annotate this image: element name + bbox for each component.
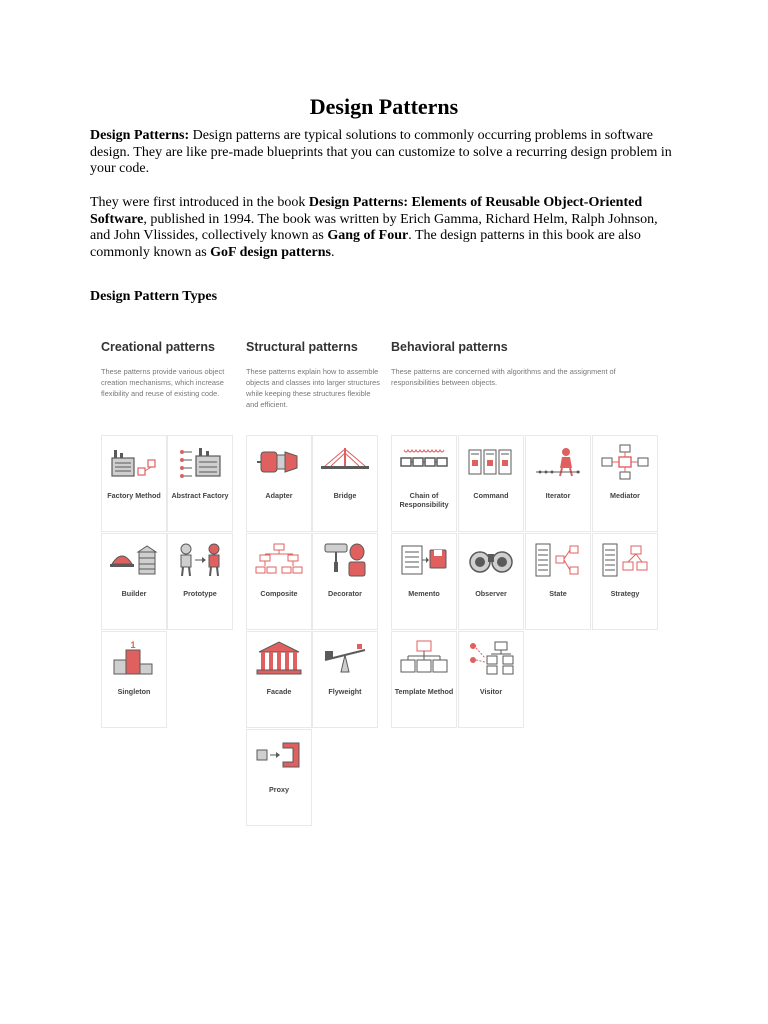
abstract-factory-icon (176, 444, 224, 480)
structural-desc: These patterns explain how to assemble objects and classes into larger structures while keeping these structures flexible and efficient. (246, 367, 380, 409)
creational-title: Creational patterns (101, 340, 215, 354)
mediator-icon (601, 444, 649, 480)
pattern-label: Observer (475, 589, 507, 598)
pattern-label: Command (473, 491, 509, 500)
chain-icon (400, 444, 448, 480)
pattern-card-decorator (312, 533, 378, 630)
podium-icon (110, 640, 158, 676)
p2-text-d: . (330, 244, 335, 260)
pattern-label: State (549, 589, 567, 598)
pattern-card-strategy (592, 533, 658, 630)
pattern-card-abstract-factory (167, 435, 233, 532)
pattern-card-observer (458, 533, 524, 630)
pattern-label: Builder (121, 589, 147, 598)
state-icon (534, 542, 582, 578)
adapter-icon (255, 444, 303, 480)
pattern-label: Prototype (183, 589, 217, 598)
pattern-label: Template Method (394, 687, 454, 696)
bridge-icon (321, 444, 369, 480)
pattern-card-memento (391, 533, 457, 630)
template-icon (400, 640, 448, 676)
pattern-card-iterator (525, 435, 591, 532)
pattern-label: Visitor (479, 687, 503, 696)
pattern-card-adapter (246, 435, 312, 532)
pattern-label: Mediator (610, 491, 640, 500)
pattern-card-mediator (592, 435, 658, 532)
building-icon (255, 640, 303, 676)
intro-paragraph (90, 128, 680, 178)
pattern-card-visitor (458, 631, 524, 728)
pattern-label: Composite (260, 589, 298, 598)
strategy-icon (601, 542, 649, 578)
robot-icon (176, 542, 224, 578)
pattern-label: Facade (266, 687, 292, 696)
history-paragraph (90, 195, 680, 261)
pattern-card-bridge (312, 435, 378, 532)
factory-icon (110, 444, 158, 480)
tree-icon (255, 542, 303, 578)
intro-label: Design Patterns: (90, 128, 190, 143)
pattern-card-template-method (391, 631, 457, 728)
pattern-label: Strategy (610, 589, 640, 598)
pattern-card-flyweight (312, 631, 378, 728)
pattern-label: Adapter (265, 491, 293, 500)
svg-text:1: 1 (130, 640, 136, 650)
pattern-card-proxy (246, 729, 312, 826)
memento-icon (400, 542, 448, 578)
structural-title: Structural patterns (246, 340, 358, 354)
visitor-icon (467, 640, 515, 676)
gang-of-four: Gang of Four (327, 228, 409, 243)
pattern-label: Chain of Responsibility (399, 491, 449, 509)
pattern-label: Abstract Factory (171, 491, 229, 500)
pattern-label: Memento (408, 589, 440, 598)
seesaw-icon (321, 640, 369, 676)
pattern-card-facade (246, 631, 312, 728)
paint-roller-icon (321, 542, 369, 578)
creational-desc: These patterns provide various object creation mechanisms, which increase flexibility and reuse of existing code. (101, 367, 225, 398)
behavioral-title: Behavioral patterns (391, 340, 508, 354)
pattern-card-builder (101, 533, 167, 630)
builder-icon (110, 542, 158, 578)
pattern-card-command (458, 435, 524, 532)
behavioral-desc: These patterns are concerned with algorithms and the assignment of responsibilities between objects. (391, 367, 616, 387)
section-heading: Design Pattern Types (90, 289, 218, 304)
pattern-card-prototype (167, 533, 233, 630)
intro-text: Design patterns are typical solutions to commonly occurring problems in software design. They are like pre-made blueprints that you can customize to solve a recurring design problem in your code. (90, 128, 672, 176)
gof-patterns: GoF design patterns (210, 244, 331, 260)
pattern-label: Factory Method (107, 491, 161, 500)
page-title: Design Patterns (309, 94, 459, 119)
p2-text-c: . The design patterns in this book are also commonly known as (90, 228, 641, 260)
iterator-icon (534, 444, 582, 480)
proxy-icon (255, 738, 303, 774)
pattern-label: Flyweight (328, 687, 362, 696)
pattern-card-composite (246, 533, 312, 630)
pattern-card-state (525, 533, 591, 630)
p2-text-b: , published in 1994. The book was written by Erich Gamma, Richard Helm, Ralph Johnson, and John Vlissides, collectively known as (90, 211, 658, 243)
pattern-card-chain-of-responsibility (391, 435, 457, 532)
pattern-label: Singleton (117, 687, 151, 696)
book-title: Design Patterns: Elements of Reusable Object-Oriented Software (90, 195, 643, 227)
pattern-label: Decorator (328, 589, 362, 598)
pattern-card-singleton (101, 631, 167, 728)
p2-text-a: They were first introduced in the book (90, 195, 309, 210)
pattern-label: Iterator (545, 491, 571, 500)
command-icon (467, 444, 515, 480)
binoculars-icon (467, 542, 515, 578)
pattern-label: Bridge (333, 491, 357, 500)
pattern-card-factory-method (101, 435, 167, 532)
pattern-label: Proxy (269, 785, 289, 794)
